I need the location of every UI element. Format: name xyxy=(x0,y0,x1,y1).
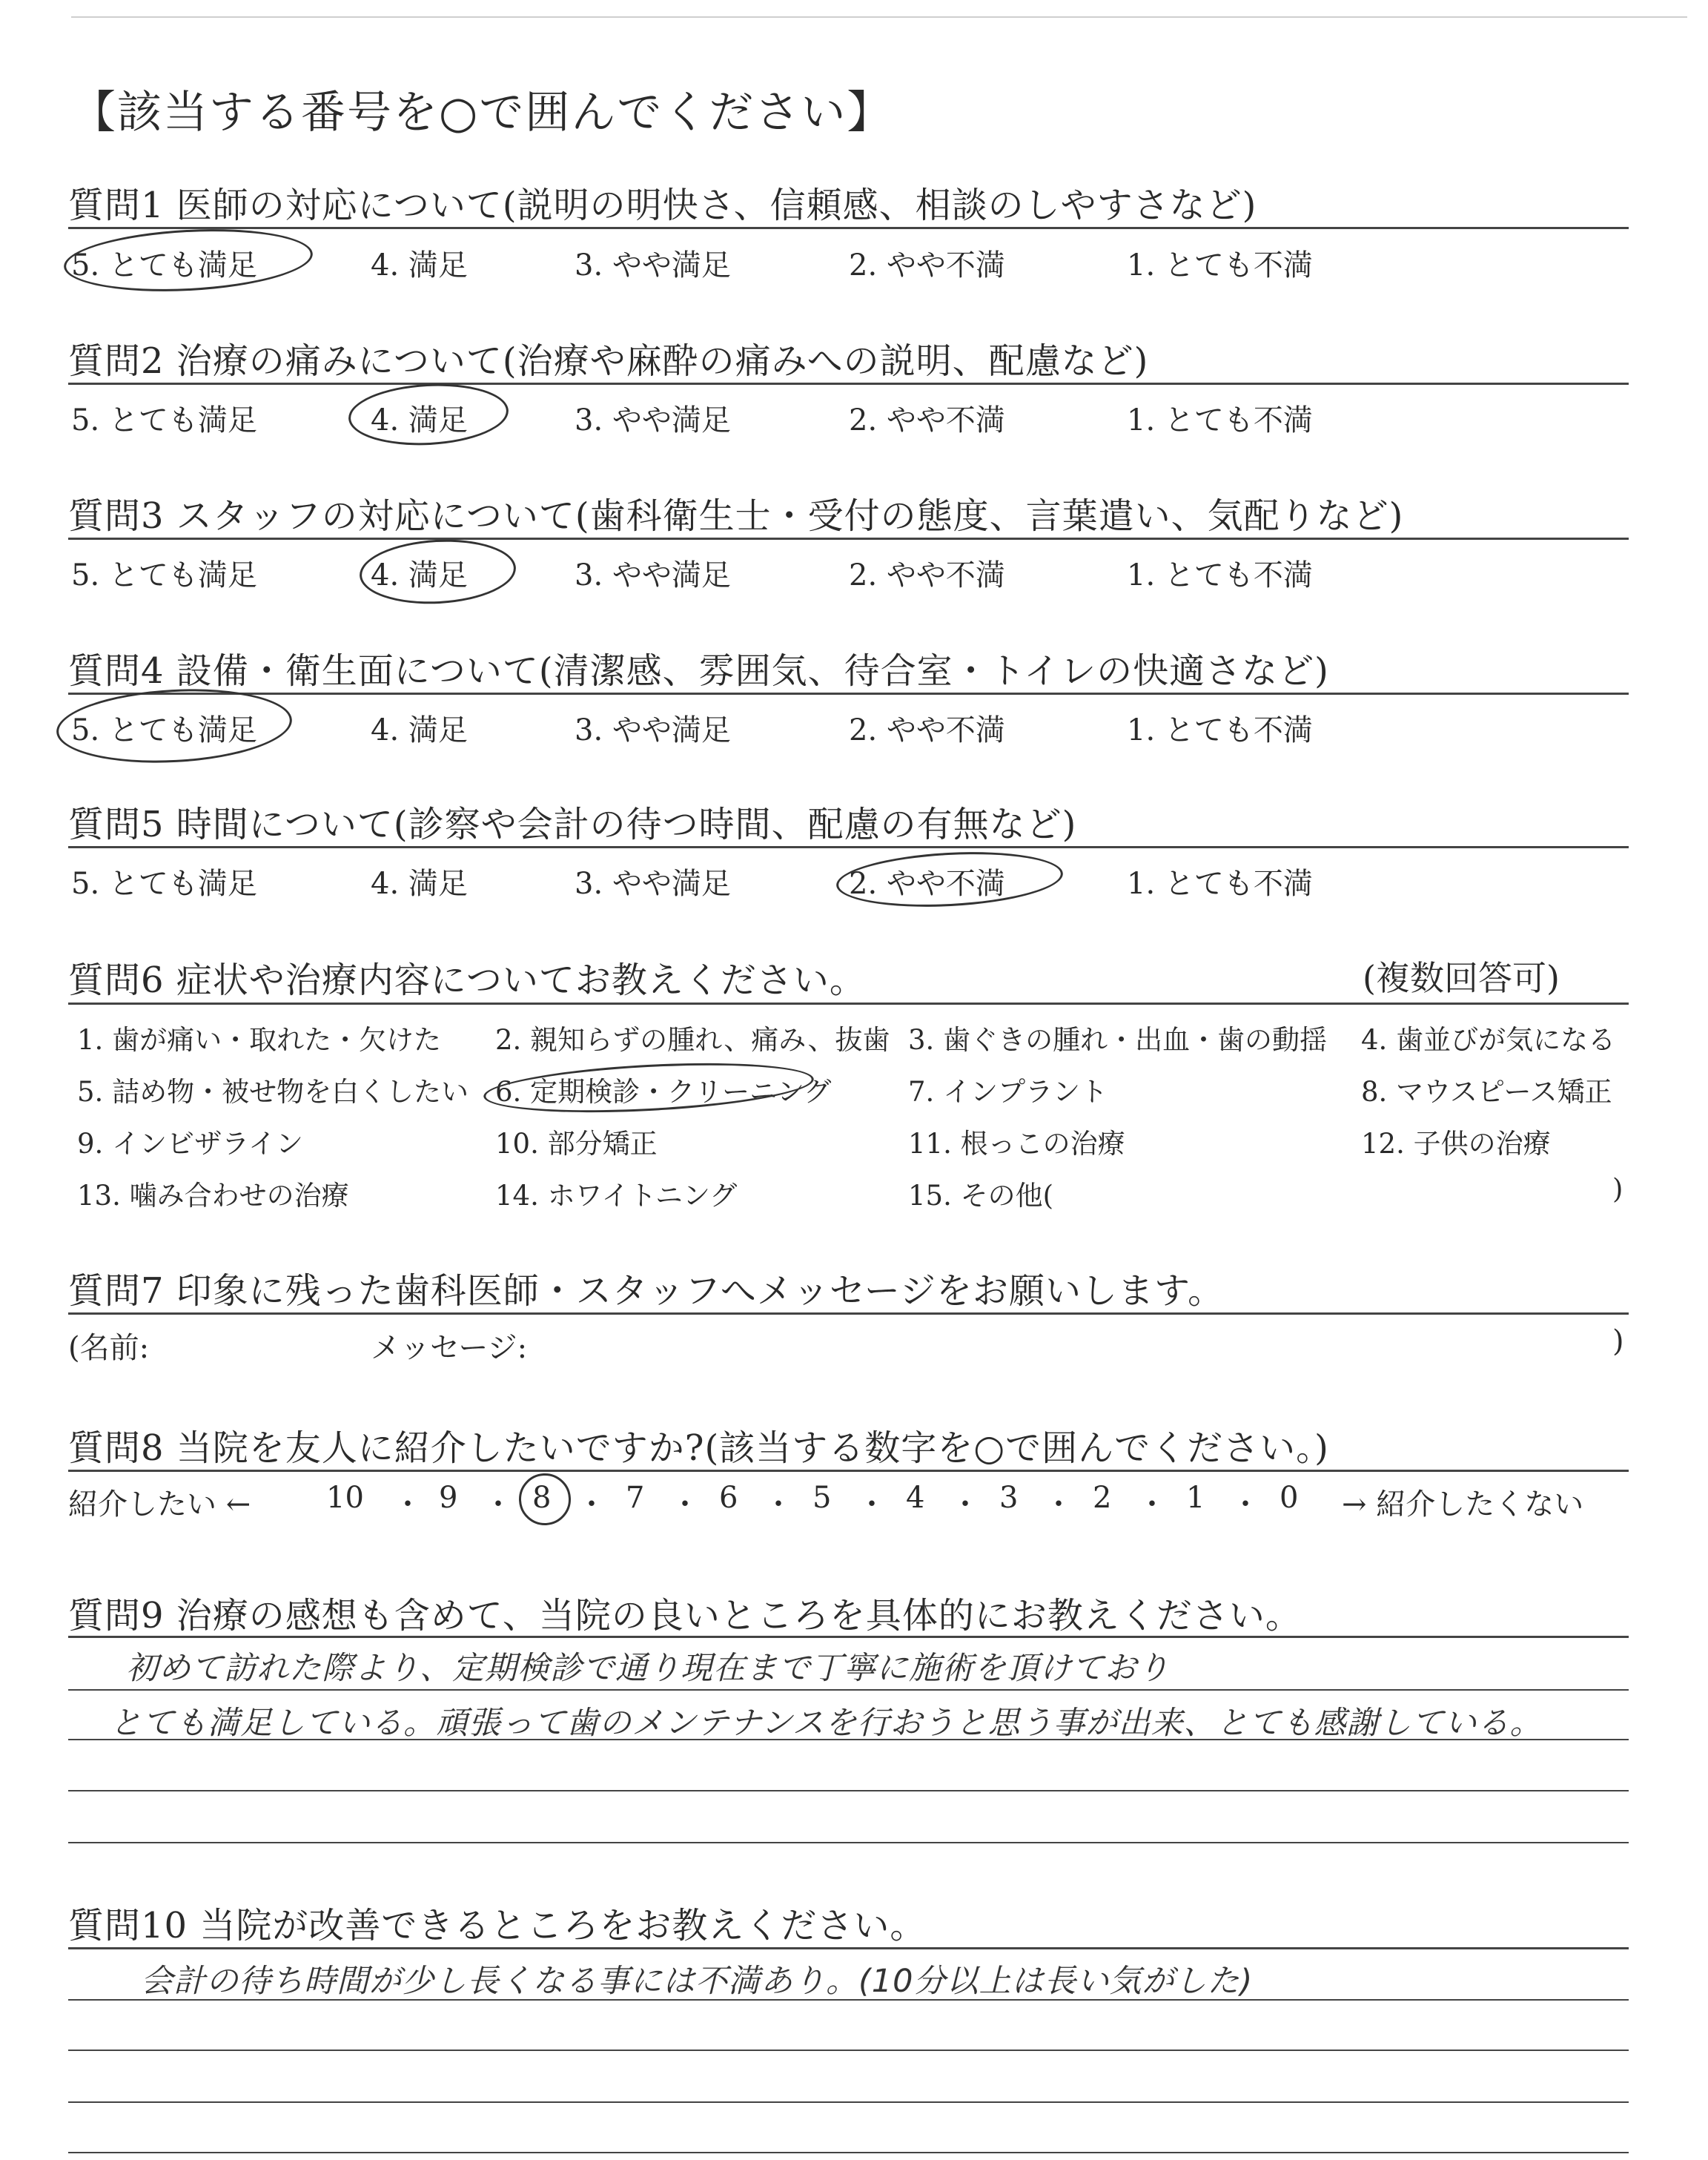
scale-separator: ・ xyxy=(577,1487,606,1522)
scale-separator: ・ xyxy=(670,1487,700,1522)
page-title: 【該当する番号を○で囲んでください】 xyxy=(71,87,893,139)
question-10: 質問10 当院が改善できるところをお教えください。 xyxy=(68,1905,927,1946)
question-2-rule xyxy=(68,383,1629,385)
q9-line-2 xyxy=(68,1689,1629,1691)
q1-option-3[interactable]: 3. やや満足 xyxy=(575,248,731,283)
q6-option-10[interactable]: 10. 部分矯正 xyxy=(495,1128,658,1160)
q6-option-15-close: ) xyxy=(1612,1173,1623,1205)
q6-option-8[interactable]: 8. マウスピース矯正 xyxy=(1361,1076,1612,1108)
q3-selection-circle xyxy=(358,536,517,608)
question-8: 質問8 当院を友人に紹介したいですか?(該当する数字を○で囲んでください。) xyxy=(68,1427,1329,1469)
recommend-left-label: 紹介したい ← xyxy=(68,1487,251,1522)
message-close: ) xyxy=(1612,1324,1624,1358)
q10-line-4 xyxy=(68,2101,1629,2103)
q3-option-1[interactable]: 1. とても不満 xyxy=(1127,558,1313,592)
q5-option-1[interactable]: 1. とても不満 xyxy=(1127,867,1313,901)
question-2: 質問2 治療の痛みについて(治療や麻酔の痛みへの説明、配慮など) xyxy=(68,340,1149,382)
q1-option-5[interactable]: 5. とても満足 xyxy=(71,248,257,283)
q10-line-5 xyxy=(68,2152,1629,2153)
q9-line-5 xyxy=(68,1842,1629,1843)
q6-option-1[interactable]: 1. 歯が痛い・取れた・欠けた xyxy=(77,1024,442,1056)
question-5-rule xyxy=(68,846,1629,848)
scale-9[interactable]: 9 xyxy=(439,1481,458,1515)
scale-separator: ・ xyxy=(950,1487,980,1522)
q3-option-5[interactable]: 5. とても満足 xyxy=(71,558,257,592)
q10-line-3 xyxy=(68,2050,1629,2051)
multiple-answer-note: (複数回答可) xyxy=(1363,958,1560,998)
scale-8[interactable]: 8 xyxy=(532,1481,552,1515)
q10-answer-line-1: 会計の待ち時間が少し長くなる事には不満あり。(10分以上は長い気がした) xyxy=(141,1963,1254,2000)
scale-separator: ・ xyxy=(483,1487,513,1522)
question-7-rule xyxy=(68,1312,1629,1315)
q4-option-5[interactable]: 5. とても満足 xyxy=(71,713,257,747)
scale-5[interactable]: 5 xyxy=(812,1481,832,1515)
scale-separator: ・ xyxy=(857,1487,887,1522)
q8-selection-circle xyxy=(517,1472,572,1527)
question-1: 質問1 医師の対応について(説明の明快さ、信頼感、相談のしやすさなど) xyxy=(68,185,1257,226)
q1-option-1[interactable]: 1. とても不満 xyxy=(1127,248,1313,283)
q9-answer-line-2: とても満足している。頑張って歯のメンテナンスを行おうと思う事が出来、とても感謝している。 xyxy=(110,1705,1543,1742)
q5-option-3[interactable]: 3. やや満足 xyxy=(575,867,731,901)
question-3: 質問3 スタッフの対応について(歯科衛生士・受付の態度、言葉遣い、気配りなど) xyxy=(68,495,1404,537)
scale-6[interactable]: 6 xyxy=(719,1481,738,1515)
q2-option-3[interactable]: 3. やや満足 xyxy=(575,403,731,437)
scale-10[interactable]: 10 xyxy=(326,1481,364,1515)
q5-option-5[interactable]: 5. とても満足 xyxy=(71,867,257,901)
q3-option-3[interactable]: 3. やや満足 xyxy=(575,558,731,592)
scale-7[interactable]: 7 xyxy=(626,1481,645,1515)
q9-line-4 xyxy=(68,1790,1629,1791)
scale-4[interactable]: 4 xyxy=(906,1481,925,1515)
recommend-right-label: → 紹介したくない xyxy=(1342,1487,1584,1522)
question-5: 質問5 時間について(診察や会計の待つ時間、配慮の有無など) xyxy=(68,804,1077,845)
scale-separator: ・ xyxy=(764,1487,793,1522)
q5-option-2[interactable]: 2. やや不満 xyxy=(849,867,1005,901)
top-border xyxy=(71,16,1687,18)
q6-option-15[interactable]: 15. その他( xyxy=(908,1180,1054,1212)
q10-line-1 xyxy=(68,1947,1629,1949)
q4-option-3[interactable]: 3. やや満足 xyxy=(575,713,731,747)
scale-3[interactable]: 3 xyxy=(999,1481,1019,1515)
q1-option-2[interactable]: 2. やや不満 xyxy=(849,248,1005,283)
q6-option-6[interactable]: 6. 定期検診・クリーニング xyxy=(495,1076,832,1108)
q6-option-7[interactable]: 7. インプラント xyxy=(908,1076,1108,1108)
q5-selection-circle xyxy=(835,847,1064,912)
question-1-rule xyxy=(68,227,1629,229)
q5-option-4[interactable]: 4. 満足 xyxy=(371,867,468,901)
q6-option-13[interactable]: 13. 噛み合わせの治療 xyxy=(77,1180,349,1212)
scale-separator: ・ xyxy=(1231,1487,1260,1522)
scale-separator: ・ xyxy=(393,1487,423,1522)
q6-option-11[interactable]: 11. 根っこの治療 xyxy=(908,1128,1125,1160)
question-9: 質問9 治療の感想も含めて、当院の良いところを具体的にお教えください。 xyxy=(68,1595,1302,1636)
q4-option-4[interactable]: 4. 満足 xyxy=(371,713,468,747)
q2-option-4[interactable]: 4. 満足 xyxy=(371,403,468,437)
name-label: (名前: xyxy=(68,1331,150,1365)
q6-option-4[interactable]: 4. 歯並びが気になる xyxy=(1361,1024,1616,1056)
scale-0[interactable]: 0 xyxy=(1280,1481,1299,1515)
q3-option-2[interactable]: 2. やや不満 xyxy=(849,558,1005,592)
q9-line-1 xyxy=(68,1636,1629,1638)
question-6-rule xyxy=(68,1003,1629,1005)
q3-option-4[interactable]: 4. 満足 xyxy=(371,558,468,592)
scale-separator: ・ xyxy=(1137,1487,1167,1522)
question-4-rule xyxy=(68,693,1629,695)
q6-option-3[interactable]: 3. 歯ぐきの腫れ・出血・歯の動揺 xyxy=(908,1024,1328,1056)
question-8-rule xyxy=(68,1470,1629,1472)
question-6: 質問6 症状や治療内容についてお教えください。 xyxy=(68,960,866,1001)
q2-option-1[interactable]: 1. とても不満 xyxy=(1127,403,1313,437)
scale-separator: ・ xyxy=(1044,1487,1073,1522)
question-3-rule xyxy=(68,538,1629,540)
q2-option-2[interactable]: 2. やや不満 xyxy=(849,403,1005,437)
q6-option-9[interactable]: 9. インビザライン xyxy=(77,1128,303,1160)
q9-answer-line-1: 初めて訪れた際より、定期検診で通り現在まで丁寧に施術を頂けており xyxy=(126,1650,1170,1687)
q1-selection-circle xyxy=(62,223,314,297)
scale-2[interactable]: 2 xyxy=(1093,1481,1112,1515)
q6-option-2[interactable]: 2. 親知らずの腫れ、痛み、抜歯 xyxy=(495,1024,890,1056)
q4-option-1[interactable]: 1. とても不満 xyxy=(1127,713,1313,747)
q6-option-12[interactable]: 12. 子供の治療 xyxy=(1361,1128,1551,1160)
question-4: 質問4 設備・衛生面について(清潔感、雰囲気、待合室・トイレの快適さなど) xyxy=(68,650,1329,692)
q6-option-14[interactable]: 14. ホワイトニング xyxy=(495,1180,738,1212)
q2-option-5[interactable]: 5. とても満足 xyxy=(71,403,257,437)
question-7: 質問7 印象に残った歯科医師・スタッフへメッセージをお願いします。 xyxy=(68,1270,1225,1312)
q4-option-2[interactable]: 2. やや不満 xyxy=(849,713,1005,747)
q1-option-4[interactable]: 4. 満足 xyxy=(371,248,468,283)
q4-selection-circle xyxy=(55,684,294,769)
q6-option-5[interactable]: 5. 詰め物・被せ物を白くしたい xyxy=(77,1076,469,1108)
message-label: メッセージ: xyxy=(371,1331,528,1365)
q6-selection-circle xyxy=(483,1056,815,1119)
scale-1[interactable]: 1 xyxy=(1186,1481,1205,1515)
